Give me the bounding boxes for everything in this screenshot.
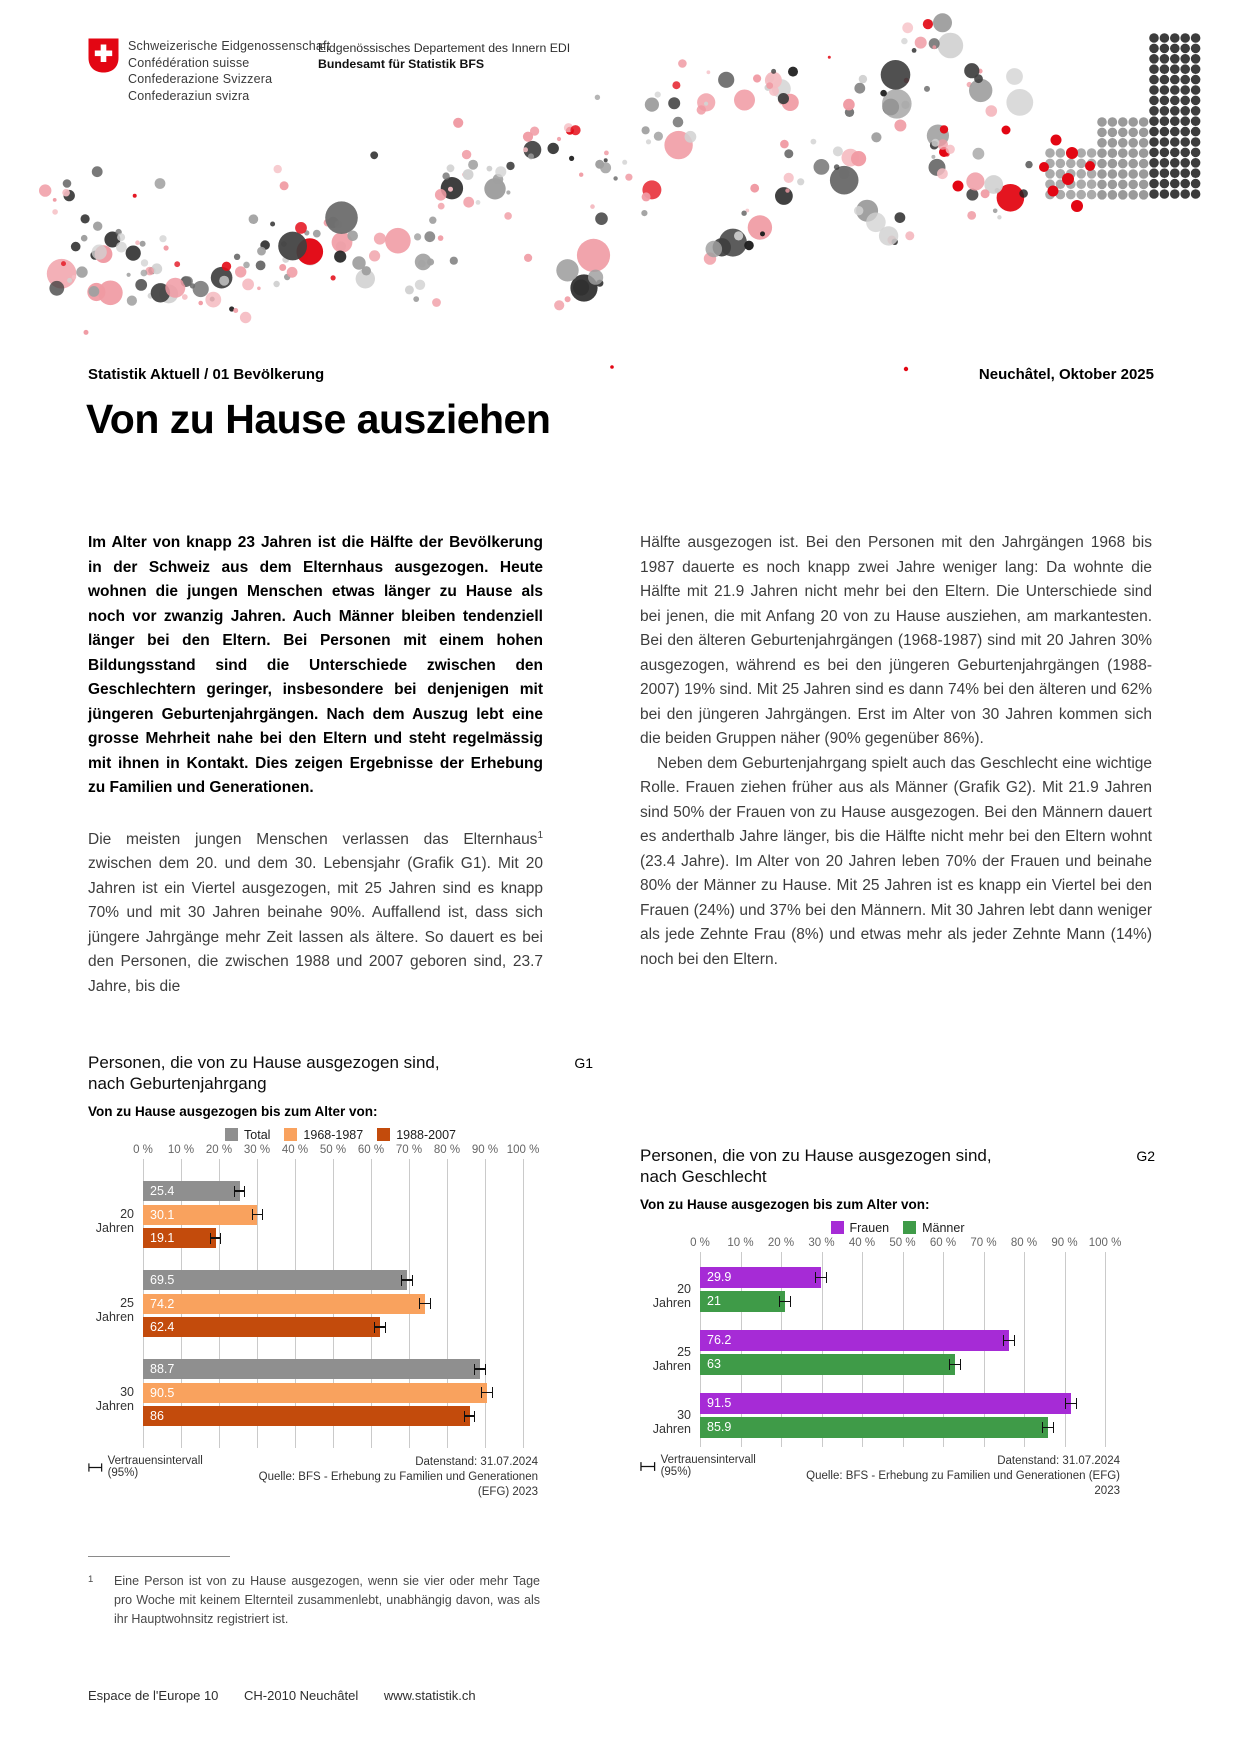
gridline [523,1159,524,1448]
bar-Frauen-1 [700,1330,1009,1351]
error-bar-line [780,1301,790,1303]
bar-value-label: 63 [707,1357,721,1371]
legend-label: Total [244,1127,271,1142]
chart-title-line: Personen, die von zu Hause ausgezogen sind, [640,1146,992,1165]
error-bar-line [1004,1340,1014,1342]
bar-value-label: 25.4 [150,1184,175,1198]
axis-tick-label: 10 % [727,1237,754,1249]
category-label: 25 Jahren [95,1295,134,1324]
axis-tick-label: 40 % [848,1237,876,1249]
legend-swatch [903,1221,916,1234]
error-bar [419,1298,430,1309]
axis-tick-label: 80 % [433,1144,461,1156]
chart-footer [88,1455,538,1500]
gridline [485,1159,486,1448]
bar-Total-0 [143,1181,240,1201]
swiss-cross-logo [88,38,119,73]
confederation-name-it: Confederazione Svizzera [128,72,273,86]
dateline: Neuchâtel, Oktober 2025 [978,366,1154,383]
legend-item-1968-1987 [284,1128,363,1142]
legend-item-Total [225,1128,270,1142]
confederation-name-rm: Confederaziun svizra [128,88,250,103]
legend-item-Frauen [831,1221,890,1235]
error-bar-line [402,1279,411,1281]
error-bar [374,1322,385,1333]
error-bar-line [475,1368,484,1370]
error-bar-line [816,1277,826,1279]
error-bar-icon [88,1462,103,1473]
axis-tick-label: 20 % [205,1144,233,1156]
footer-address: Espace de l'Europe 10 [88,1688,219,1703]
bar-1988-2007-0 [143,1228,216,1248]
error-bar [210,1233,221,1244]
error-bar-line [235,1190,244,1192]
source-block [786,1454,1120,1499]
graphic-id: G2 [1136,1148,1155,1164]
footnote-block [88,1556,540,1629]
body-paragraph-2: Hälfte ausgezogen ist. Bei den Personen mit den Jahrgängen 1968 bis 1987 dauerte es noch knapp zwei Jahre weniger lang: Da wohnte die Hälfte mit 21.9 Jahren nicht mehr bei den Eltern. Die Unterschiede sind bei jenen, die mit Anfang 20 von zu Hause ausziehen, am markantesten. Bei den älteren Geburtenjahrgängen (1968-1987) sind mit 20 Jahren 30% ausgezogen, während es bei den jüngeren Geburtenjahrgängen (1988-2007) 19% sind. Mit 25 Jahren sind es dann 74% bei den älteren und 62% bei den jüngeren Jahrgängen. Erst im Alter von 30 Jahren kommen sich die beiden Gruppen näher (90% gegenüber 86%). [640,534,1152,747]
legend-label: 1988-2007 [396,1127,456,1142]
error-bar [779,1296,791,1307]
axis-tick-label: 30 % [243,1144,271,1156]
bar-value-label: 90.5 [150,1385,175,1400]
bar-value-label: 91.5 [707,1396,732,1410]
bar-value-label: 30.1 [150,1207,175,1222]
legend-item-Männer [903,1221,964,1235]
confederation-name-fr: Confédération suisse [128,55,250,70]
confederation-names [128,38,330,104]
axis-tick-label: 60 % [357,1144,385,1156]
confederation-name-de: Schweizerische Eidgenossenschaft [128,39,331,53]
confidence-interval-note [88,1455,225,1479]
footnote-reference: 1 [537,829,543,841]
axis-tick-label: 80 % [1010,1237,1038,1249]
category-label: 20 Jahren [95,1206,134,1235]
error-bar [815,1272,827,1283]
legend-label: 1968-1987 [303,1127,364,1142]
category-label: 30 Jahren [95,1384,134,1413]
legend-label: Frauen [849,1220,890,1235]
error-bar [252,1209,263,1220]
ci-label: Vertrauensintervall (95%) [107,1455,203,1479]
left-column [88,531,543,999]
confidence-interval-note [640,1454,786,1478]
error-bar-line [465,1415,474,1417]
axis-tick-label: 40 % [281,1144,309,1156]
bar-Total-1 [143,1270,407,1290]
bar-value-label: 74.2 [150,1296,175,1311]
body-paragraph-1: Die meisten jungen Menschen verlassen das Elternhaus$^1$ zwischen dem 20. und dem 30. Lebensjahr (Grafik G1). Mit 20 Jahren ist ein Viertel ausgezogen, mit 25 Jahren sind es knapp 70% und mit 30 Jahren beinahe 90%. Auffallend ist, dass sich jüngere Jahrgänge mehr Zeit lassen als ältere. So dauert es bei den Personen, die zwischen 1988 und 2007 geboren sind, 23.7 Jahre, bis die [88,829,543,995]
chart-title [88,1052,440,1094]
chart-g1 [88,1052,593,1500]
error-bar-line [211,1237,220,1239]
legend-item-1988-2007 [377,1128,456,1142]
chart-title [640,1145,992,1187]
bar-1968-1987-1 [143,1294,425,1314]
bar-1988-2007-1 [143,1317,380,1337]
legend-swatch [284,1128,297,1141]
error-bar [234,1186,245,1197]
chart-legend [640,1220,1155,1235]
axis-tick-label: 70 % [395,1144,423,1156]
axis-tick-row [640,1237,1155,1252]
body-paragraph-3: Neben dem Geburtenjahrgang spielt auch das Geschlecht eine wichtige Rolle. Frauen ziehen früher aus als Männer (Grafik G2). Mit 21.9 Jahren sind 50% der Frauen von zu Hause ausgezogen. Bei den Männern dauert es anderthalb Jahre länger, bis die Hälfte nicht mehr bei den Eltern wohnt (23.4 Jahre). Im Alter von 20 Jahren leben 70% der Frauen und beinahe 80% der Männer zu Hause. Mit 25 Jahren ist es knapp ein Viertel bei den Frauen (24%) und 37% bei den Männern. Mit 30 Jahren lebt dann weniger als jede Zehnte Frau (8%) und etwas mehr als jeder Zehnte Mann (14%) noch bei den Eltern. [640,754,1152,968]
footer-city: CH-2010 Neuchâtel [244,1688,359,1703]
lead-paragraph: Im Alter von knapp 23 Jahren ist die Hälfte der Bevölkerung in der Schweiz aus dem Elternhaus ausgezogen. Heute wohnen die jungen Menschen etwas länger zu Hause als noch vor zwanzig Jahren. Auch Männer bleiben tendenziell länger bei den Eltern. Bei Personen mit einem hohen Bildungsstand sind die Unterschiede zwischen den Geschlechtern geringer, insbesondere bei denjenigen mit jüngeren Geburtenjahrgängen. Nach dem Auszug lebt eine grosse Mehrheit nahe bei den Eltern und steht regelmässig mit ihnen in Kontakt. Dies zeigen Ergebnisse der Erhebung zu Familien und Generationen. [88,534,543,796]
error-bar-line [420,1303,429,1305]
error-bar-line [950,1364,960,1366]
bar-value-label: 62.4 [150,1320,175,1334]
error-bar [1042,1422,1054,1433]
error-bar [1065,1398,1077,1409]
footnote-marker: 1 [88,1574,94,1585]
page-footer [88,1688,498,1703]
chart-plot [88,1159,593,1448]
axis-tick-label: 10 % [167,1144,195,1156]
bar-Frauen-2 [700,1393,1071,1414]
axis-tick-label: 50 % [319,1144,347,1156]
error-bar-icon [640,1461,656,1472]
department-name: Eidgenössisches Departement des Innern EDI [318,41,571,55]
bar-value-label: 85.9 [707,1420,732,1434]
legend-swatch [377,1128,390,1141]
gridline [447,1159,448,1448]
legend-swatch [831,1221,844,1234]
axis-tick-label: 50 % [889,1237,916,1249]
chart-title-line: Personen, die von zu Hause ausgezogen sind, [88,1053,440,1072]
chart-header [640,1145,1155,1187]
datenstand: Datenstand: 31.07.2024 [997,1455,1120,1467]
bar-1988-2007-2 [143,1406,470,1426]
department-block [318,40,570,72]
error-bar-line [253,1214,262,1216]
bar-value-label: 29.9 [707,1270,732,1284]
bar-value-label: 21 [707,1294,721,1308]
error-bar [464,1411,475,1422]
chart-footer [640,1454,1120,1499]
error-bar [1003,1335,1015,1346]
bar-Total-2 [143,1359,480,1379]
category-label: 25 Jahren [652,1344,691,1373]
axis-tick-label: 30 % [808,1237,835,1249]
chart-g2 [640,1145,1155,1499]
error-bar [949,1359,961,1370]
quelle: Quelle: BFS - Erhebung zu Familien und Generationen (EFG) 2023 [258,1471,538,1498]
chart-plot [640,1252,1155,1447]
axis-tick-label: 100 % [1088,1237,1122,1249]
footnote-text: Eine Person ist von zu Hause ausgezogen, wenn sie vier oder mehr Tage pro Woche mit keinem Elternteil zusammenlebt, unabhängig davon, was als ihr Hauptwohnsitz registriert ist. [114,1574,540,1626]
category-label: 30 Jahren [652,1407,691,1436]
bar-1968-1987-0 [143,1205,257,1225]
gridline [1105,1252,1106,1447]
error-bar-line [375,1326,384,1328]
bar-value-label: 69.5 [150,1273,175,1287]
chart-header [88,1052,593,1094]
bar-value-label: 86 [150,1409,164,1423]
footnote-rule [88,1556,230,1557]
axis-tick-label: 0 % [690,1237,710,1249]
axis-tick-label: 70 % [970,1237,997,1249]
footer-website[interactable]: www.statistik.ch [383,1688,476,1703]
series-label: Statistik Aktuell / 01 Bevölkerung [88,366,325,383]
bar-value-label: 88.7 [150,1362,175,1376]
bar-Männer-1 [700,1354,955,1375]
chart-title-line: nach Geschlecht [640,1167,767,1186]
chart-subtitle: Von zu Hause ausgezogen bis zum Alter von: [88,1104,378,1119]
axis-tick-label: 100 % [506,1144,540,1156]
bar-value-label: 76.2 [707,1333,732,1347]
bar-Frauen-0 [700,1267,821,1288]
header [88,38,330,104]
axis-tick-label: 20 % [767,1237,795,1249]
error-bar-line [1043,1427,1053,1429]
axis-tick-label: 90 % [471,1144,499,1156]
axis-tick-row [88,1144,593,1159]
source-block [225,1455,538,1500]
gridline [1065,1252,1066,1447]
office-name: Bundesamt für Statistik BFS [318,57,485,71]
error-bar-line [1066,1403,1076,1405]
right-column [640,531,1152,972]
ci-label: Vertrauensintervall (95%) [660,1454,756,1478]
legend-swatch [225,1128,238,1141]
bar-1968-1987-2 [143,1383,487,1403]
bar-value-label: 19.1 [150,1231,175,1245]
category-label: 20 Jahren [652,1281,691,1310]
error-bar-line [482,1392,491,1394]
chart-title-line: nach Geburtenjahrgang [88,1074,267,1093]
legend-label: Männer [922,1220,965,1235]
error-bar [474,1364,485,1375]
quelle: Quelle: BFS - Erhebung zu Familien und Generationen (EFG) 2023 [806,1470,1120,1497]
axis-tick-label: 60 % [929,1237,957,1249]
bar-Männer-2 [700,1417,1048,1438]
graphic-id: G1 [574,1055,593,1071]
axis-tick-label: 90 % [1051,1237,1078,1249]
error-bar [401,1275,412,1286]
bar-Männer-0 [700,1291,785,1312]
chart-legend [88,1127,593,1142]
error-bar [481,1387,492,1398]
meta-row [88,366,1154,383]
axis-tick-label: 0 % [133,1144,153,1156]
page-title: Von zu Hause ausziehen [86,396,551,442]
datenstand: Datenstand: 31.07.2024 [415,1456,538,1468]
chart-subtitle: Von zu Hause ausgezogen bis zum Alter von: [640,1197,930,1212]
